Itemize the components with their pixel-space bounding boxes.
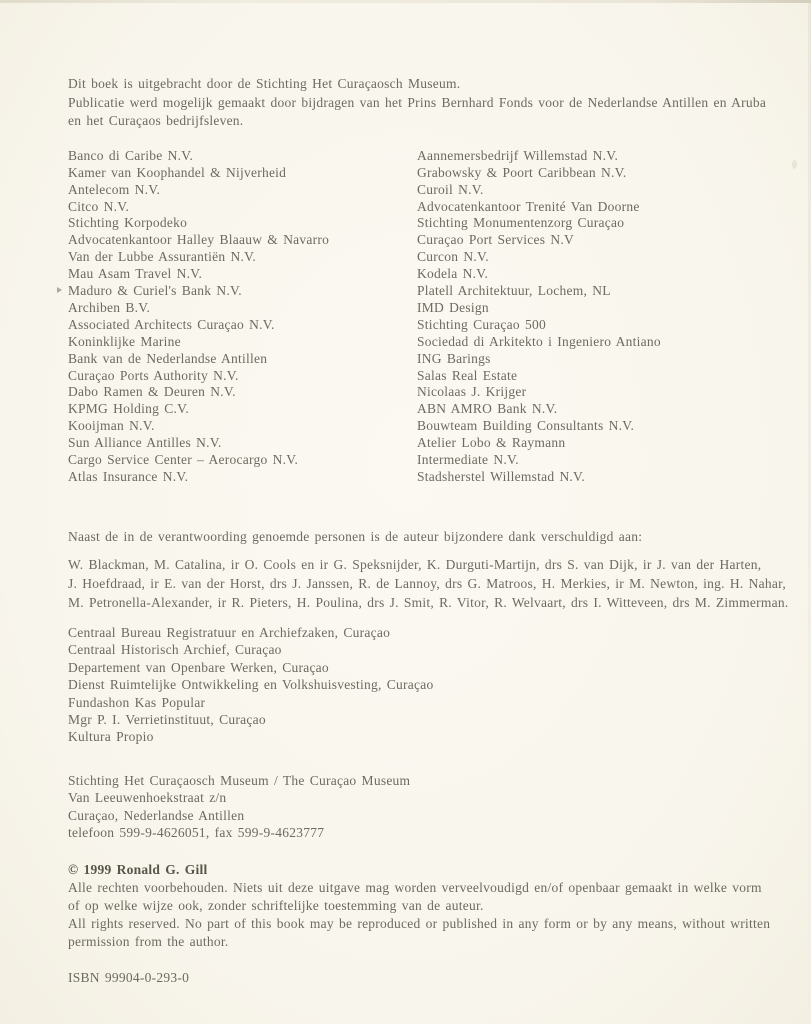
institution-name: Centraal Historisch Archief, Curaçao: [68, 642, 282, 658]
paper-stain: [792, 160, 797, 169]
sponsor-name: Kodela N.V.: [417, 266, 489, 282]
sponsor-name: Nicolaas J. Krijger: [417, 384, 527, 400]
acknowledged-names-line: W. Blackman, M. Catalina, ir O. Cools en ir G. Speksnijder, K. Durguti-Martijn, drs S. van Dijk, ir J. van der Harten,: [68, 556, 762, 572]
sponsor-name: Bank van de Nederlandse Antillen: [68, 350, 268, 366]
acknowledged-names-line: J. Hoefdraad, ir E. van der Horst, drs J. Janssen, R. de Lannoy, drs G. Matroos, H. Merkies, ir M. Newton, ing. H. Nahar,: [68, 575, 786, 591]
institution-name: Dienst Ruimtelijke Ontwikkeling en Volkshuisvesting, Curaçao: [68, 677, 434, 693]
sponsor-name: Curaçao Ports Authority N.V.: [68, 367, 239, 383]
sponsor-name: IMD Design: [417, 299, 489, 315]
scan-artifact: [57, 287, 62, 293]
sponsor-name: Maduro & Curiel's Bank N.V.: [68, 283, 242, 299]
sponsor-name: Curcon N.V.: [417, 249, 489, 265]
institution-name: Fundashon Kas Popular: [68, 694, 206, 710]
acknowledged-names-line: M. Petronella-Alexander, ir R. Pieters, H. Poulina, drs J. Smit, R. Vitor, R. Welvaart, drs I. Witteveen, drs M. Zimmerman.: [68, 594, 789, 610]
acknowledged-names: [68, 555, 789, 612]
sponsor-columns: [68, 148, 789, 486]
publisher-note: [68, 75, 789, 131]
publisher-street: Van Leeuwenhoekstraat z/n: [68, 790, 227, 806]
sponsor-name: Curoil N.V.: [417, 181, 484, 197]
sponsor-name: Curaçao Port Services N.V: [417, 232, 574, 248]
publisher-note-line: Dit boek is uitgebracht door de Stichting Het Curaçaosch Museum.: [68, 76, 461, 91]
sponsor-name: Stichting Monumentenzorg Curaçao: [417, 215, 625, 231]
sponsor-name: Advocatenkantoor Trenité Van Doorne: [417, 198, 640, 214]
sponsor-name: Advocatenkantoor Halley Blaauw & Navarro: [68, 232, 330, 248]
sponsor-name: Van der Lubbe Assurantiën N.V.: [68, 249, 256, 265]
sponsor-name: Atelier Lobo & Raymann: [417, 435, 566, 451]
sponsor-name: Banco di Caribe N.V.: [68, 147, 194, 163]
institution-name: Departement van Openbare Werken, Curaçao: [68, 659, 329, 675]
copyright-notice: [68, 879, 789, 951]
sponsor-name: Grabowsky & Poort Caribbean N.V.: [417, 164, 627, 180]
sponsor-name: Dabo Ramen & Deuren N.V.: [68, 384, 236, 400]
sponsor-name: Sociedad di Arkitekto i Ingeniero Antiano: [417, 333, 661, 349]
sponsor-name: KPMG Holding C.V.: [68, 401, 190, 417]
publisher-note-line: Publicatie werd mogelijk gemaakt door bijdragen van het Prins Bernhard Fonds voor de Nederlandse Antillen en Aruba: [68, 94, 767, 110]
sponsor-name: Aannemersbedrijf Willemstad N.V.: [417, 147, 619, 163]
institution-name: Centraal Bureau Registratuur en Archiefzaken, Curaçao: [68, 624, 391, 640]
sponsor-name: Citco N.V.: [68, 198, 130, 214]
sponsor-name: Mau Asam Travel N.V.: [68, 266, 203, 282]
copyright-notice-line: All rights reserved. No part of this book may be reproduced or published in any form or by any means, without written: [68, 916, 771, 932]
institution-list: [68, 624, 789, 746]
sponsor-name: Sun Alliance Antilles N.V.: [68, 435, 222, 451]
sponsor-name: Cargo Service Center – Aerocargo N.V.: [68, 452, 299, 468]
sponsor-name: Stadsherstel Willemstad N.V.: [417, 469, 585, 484]
sponsor-list-right: [417, 148, 661, 486]
sponsor-list-left: [68, 148, 417, 486]
copyright-notice-line: of op welke wijze ook, zonder schriftelijke toestemming van de auteur.: [68, 898, 484, 914]
copyright-notice-line: permission from the author.: [68, 934, 229, 950]
copyright-block: [68, 861, 789, 951]
publisher-note-line: en het Curaçaos bedrijfsleven.: [68, 113, 244, 129]
publisher-address: [68, 772, 789, 842]
sponsor-name: Kooijman N.V.: [68, 418, 155, 434]
sponsor-name: Archiben B.V.: [68, 299, 151, 315]
sponsor-name: ING Barings: [417, 350, 491, 366]
scan-edge-top: [0, 0, 811, 3]
copyright-owner: © 1999 Ronald G. Gill: [68, 862, 208, 878]
publisher-contact: telefoon 599-9-4626051, fax 599-9-4623777: [68, 824, 325, 840]
sponsor-name: Bouwteam Building Consultants N.V.: [417, 418, 635, 434]
sponsor-name: Stichting Korpodeko: [68, 215, 188, 231]
sponsor-name: Atlas Insurance N.V.: [68, 469, 189, 484]
copyright-notice-line: Alle rechten voorbehouden. Niets uit deze uitgave mag worden verveelvoudigd en/of openbaar gemaakt in welke vorm: [68, 880, 762, 896]
sponsor-name: Stichting Curaçao 500: [417, 316, 546, 332]
publisher-location: Curaçao, Nederlandse Antillen: [68, 807, 245, 823]
sponsor-name: Salas Real Estate: [417, 367, 518, 383]
isbn: ISBN 99904-0-293-0: [68, 970, 190, 986]
sponsor-name: Antelecom N.V.: [68, 181, 161, 197]
sponsor-name: Kamer van Koophandel & Nijverheid: [68, 164, 287, 180]
institution-name: Kultura Propio: [68, 729, 154, 745]
sponsor-name: Platell Architektuur, Lochem, NL: [417, 283, 611, 299]
sponsor-name: Intermediate N.V.: [417, 452, 519, 468]
acknowledgement-intro: Naast de in de verantwoording genoemde personen is de auteur bijzondere dank verschuldigd aan:: [68, 528, 643, 544]
sponsor-name: Associated Architects Curaçao N.V.: [68, 316, 275, 332]
sponsor-name: ABN AMRO Bank N.V.: [417, 401, 558, 417]
institution-name: Mgr P. I. Verrietinstituut, Curaçao: [68, 711, 266, 727]
sponsor-name: Koninklijke Marine: [68, 333, 181, 349]
publisher-name: Stichting Het Curaçaosch Museum / The Curaçao Museum: [68, 772, 411, 788]
